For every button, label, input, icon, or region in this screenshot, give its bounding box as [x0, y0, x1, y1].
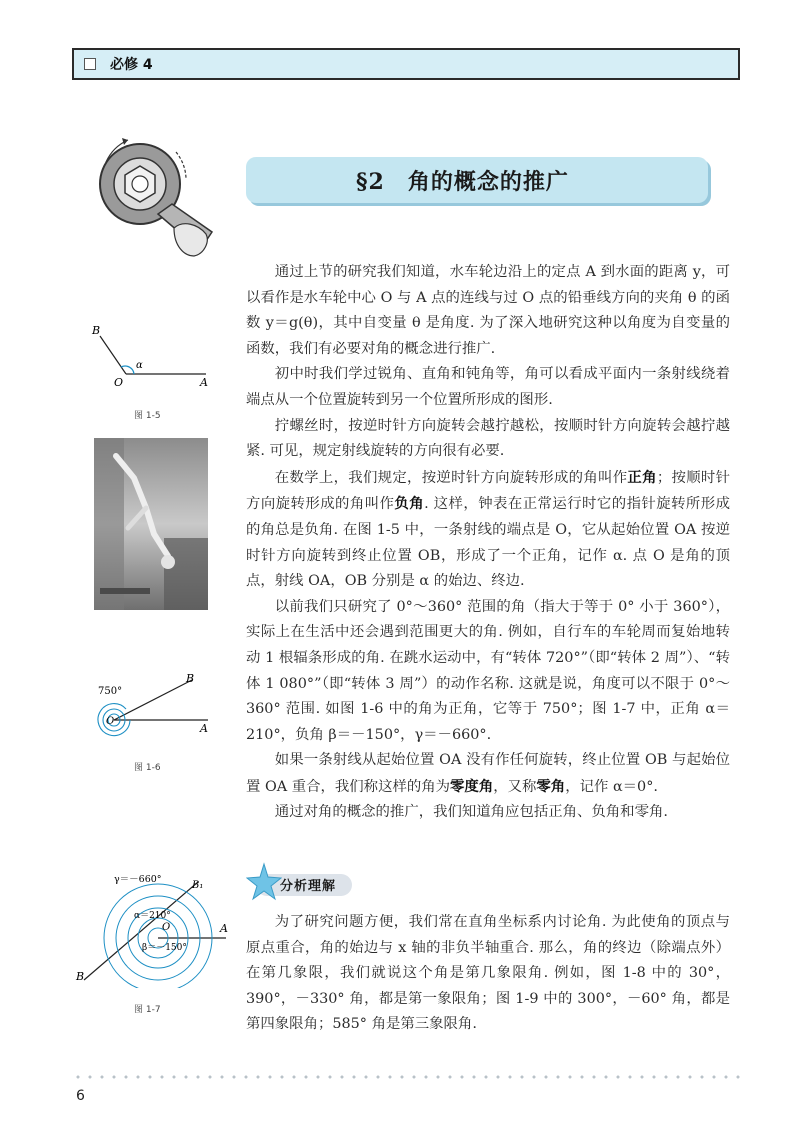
chapter-header-bar [72, 48, 740, 80]
term-positive-angle: 正角 [627, 468, 657, 486]
figure-1-5-caption: 图 1-5 [134, 411, 161, 421]
header-square-icon [84, 58, 96, 70]
diver-photo [94, 438, 208, 610]
paragraph-1: 通过上节的研究我们知道，水车轮边沿上的定点 A 到水面的距离 y，可以看作是水车轮中心 O 与 A 点的连线与过 O 点的铅垂线方向的夹角 θ 的函数 y＝g(θ)，其中自变量 θ 是角度. 为了深入地研究这种以角度为自变量的函数，我们有必要对角的概念进行推广. [246, 264, 730, 357]
fig7-label-alpha: α＝210° [134, 911, 171, 921]
term-zero-angle: 零角 [536, 777, 566, 795]
fig7-label-gamma: γ＝－660° [114, 874, 162, 885]
fig5-label-o: O [114, 376, 124, 389]
fig7-label-b: B [76, 970, 85, 983]
fig7-label-beta: β＝－150° [142, 943, 187, 953]
fig5-label-alpha: α [136, 360, 143, 371]
analysis-subheading [246, 862, 366, 902]
fig5-label-a: A [200, 376, 208, 389]
analysis-body-text [246, 910, 730, 1038]
fig7-label-b1: B₁ [192, 880, 204, 891]
fig5-label-b: B [92, 324, 101, 337]
star-icon [246, 862, 282, 902]
footer-dotted-rule [72, 1075, 740, 1079]
wrench-illustration [88, 132, 218, 262]
figure-1-7-caption: 图 1-7 [134, 1005, 161, 1015]
term-zero-degree-angle: 零度角 [450, 777, 494, 795]
chapter-label: 必修 4 [110, 57, 153, 73]
page-number: 6 [76, 1088, 85, 1104]
fig6-label-a: A [200, 722, 208, 735]
subheading-text: 分析理解 [280, 879, 337, 894]
analysis-paragraph-1: 为了研究问题方便，我们常在直角坐标系内讨论角. 为此使角的顶点与原点重合，角的始边与 x 轴的非负半轴重合. 那么，角的终边（除端点外）在第几象限，我们就说这个角是第几象限角. 例如，图 1-8 中的 30°，390°，－330° 角，都是第一象限角；图 1-9 中的 300°，－60° 角，都是第四象限角；585° 角是第三象限角. [246, 914, 730, 1033]
fig6-label-b: B [186, 672, 195, 685]
paragraph-5: 以前我们只研究了 0°～360° 范围的角（指大于等于 0° 小于 360°），实际上在生活中还会遇到范围更大的角. 例如，自行车的车轮周而复始地转动 1 根辐条形成的角. 在跳水运动中，有“转体 720°”（即“转体 2 周”）、“转体 1 080°”（即“转体 3 周”）的动作名称. 这就是说，角度可以不限于 0°～360° 范围. 如图 1-6 中的角为正角，它等于 750°；图 1-7 中，正角 α＝210°，负角 β＝－150°，γ＝－660°. [246, 598, 730, 743]
figure-1-6-caption: 图 1-6 [134, 763, 161, 773]
paragraph-6: 如果一条射线从起始位置 OA 没有作任何旋转，终止位置 OB 与起始位置 OA 重合，我们称这样的角为零度角，又称零角，记作 α＝0°. [246, 752, 730, 795]
paragraph-2: 初中时我们学过锐角、直角和钝角等，角可以看成平面内一条射线绕着端点从一个位置旋转到另一个位置所形成的图形. [246, 366, 730, 408]
section-title: §2 角的概念的推广 [356, 168, 569, 195]
fig6-label-angle: 750° [98, 686, 123, 697]
fig7-label-a: A [220, 922, 228, 935]
term-negative-angle: 负角 [394, 495, 425, 513]
figure-1-7 [74, 868, 234, 988]
main-body-text [246, 260, 730, 826]
paragraph-7: 通过对角的概念的推广，我们知道角应包括正角、负角和零角. [274, 804, 668, 821]
paragraph-4: 在数学上，我们规定，按逆时针方向旋转形成的角叫作正角；按顺时针方向旋转形成的角叫作负角. 这样，钟表在正常运行时它的指针旋转所形成的角总是负角. 在图 1-5 中，一条射线的端点是 O，它从起始位置 OA 按逆时针方向旋转到终止位置 OB，形成了一个正角，记作 α. 点 O 是角的顶点，射线 OA，OB 分别是 α 的始边、终边. [246, 468, 730, 590]
figure-1-6 [88, 672, 218, 752]
section-title-banner [246, 157, 708, 203]
fig7-label-o: O [162, 922, 171, 933]
figure-1-5 [88, 318, 218, 390]
paragraph-3: 拧螺丝时，按逆时针方向旋转会越拧越松，按顺时针方向旋转会越拧越紧. 可见，规定射线旋转的方向很有必要. [246, 417, 730, 460]
fig6-label-o: O [106, 716, 115, 727]
